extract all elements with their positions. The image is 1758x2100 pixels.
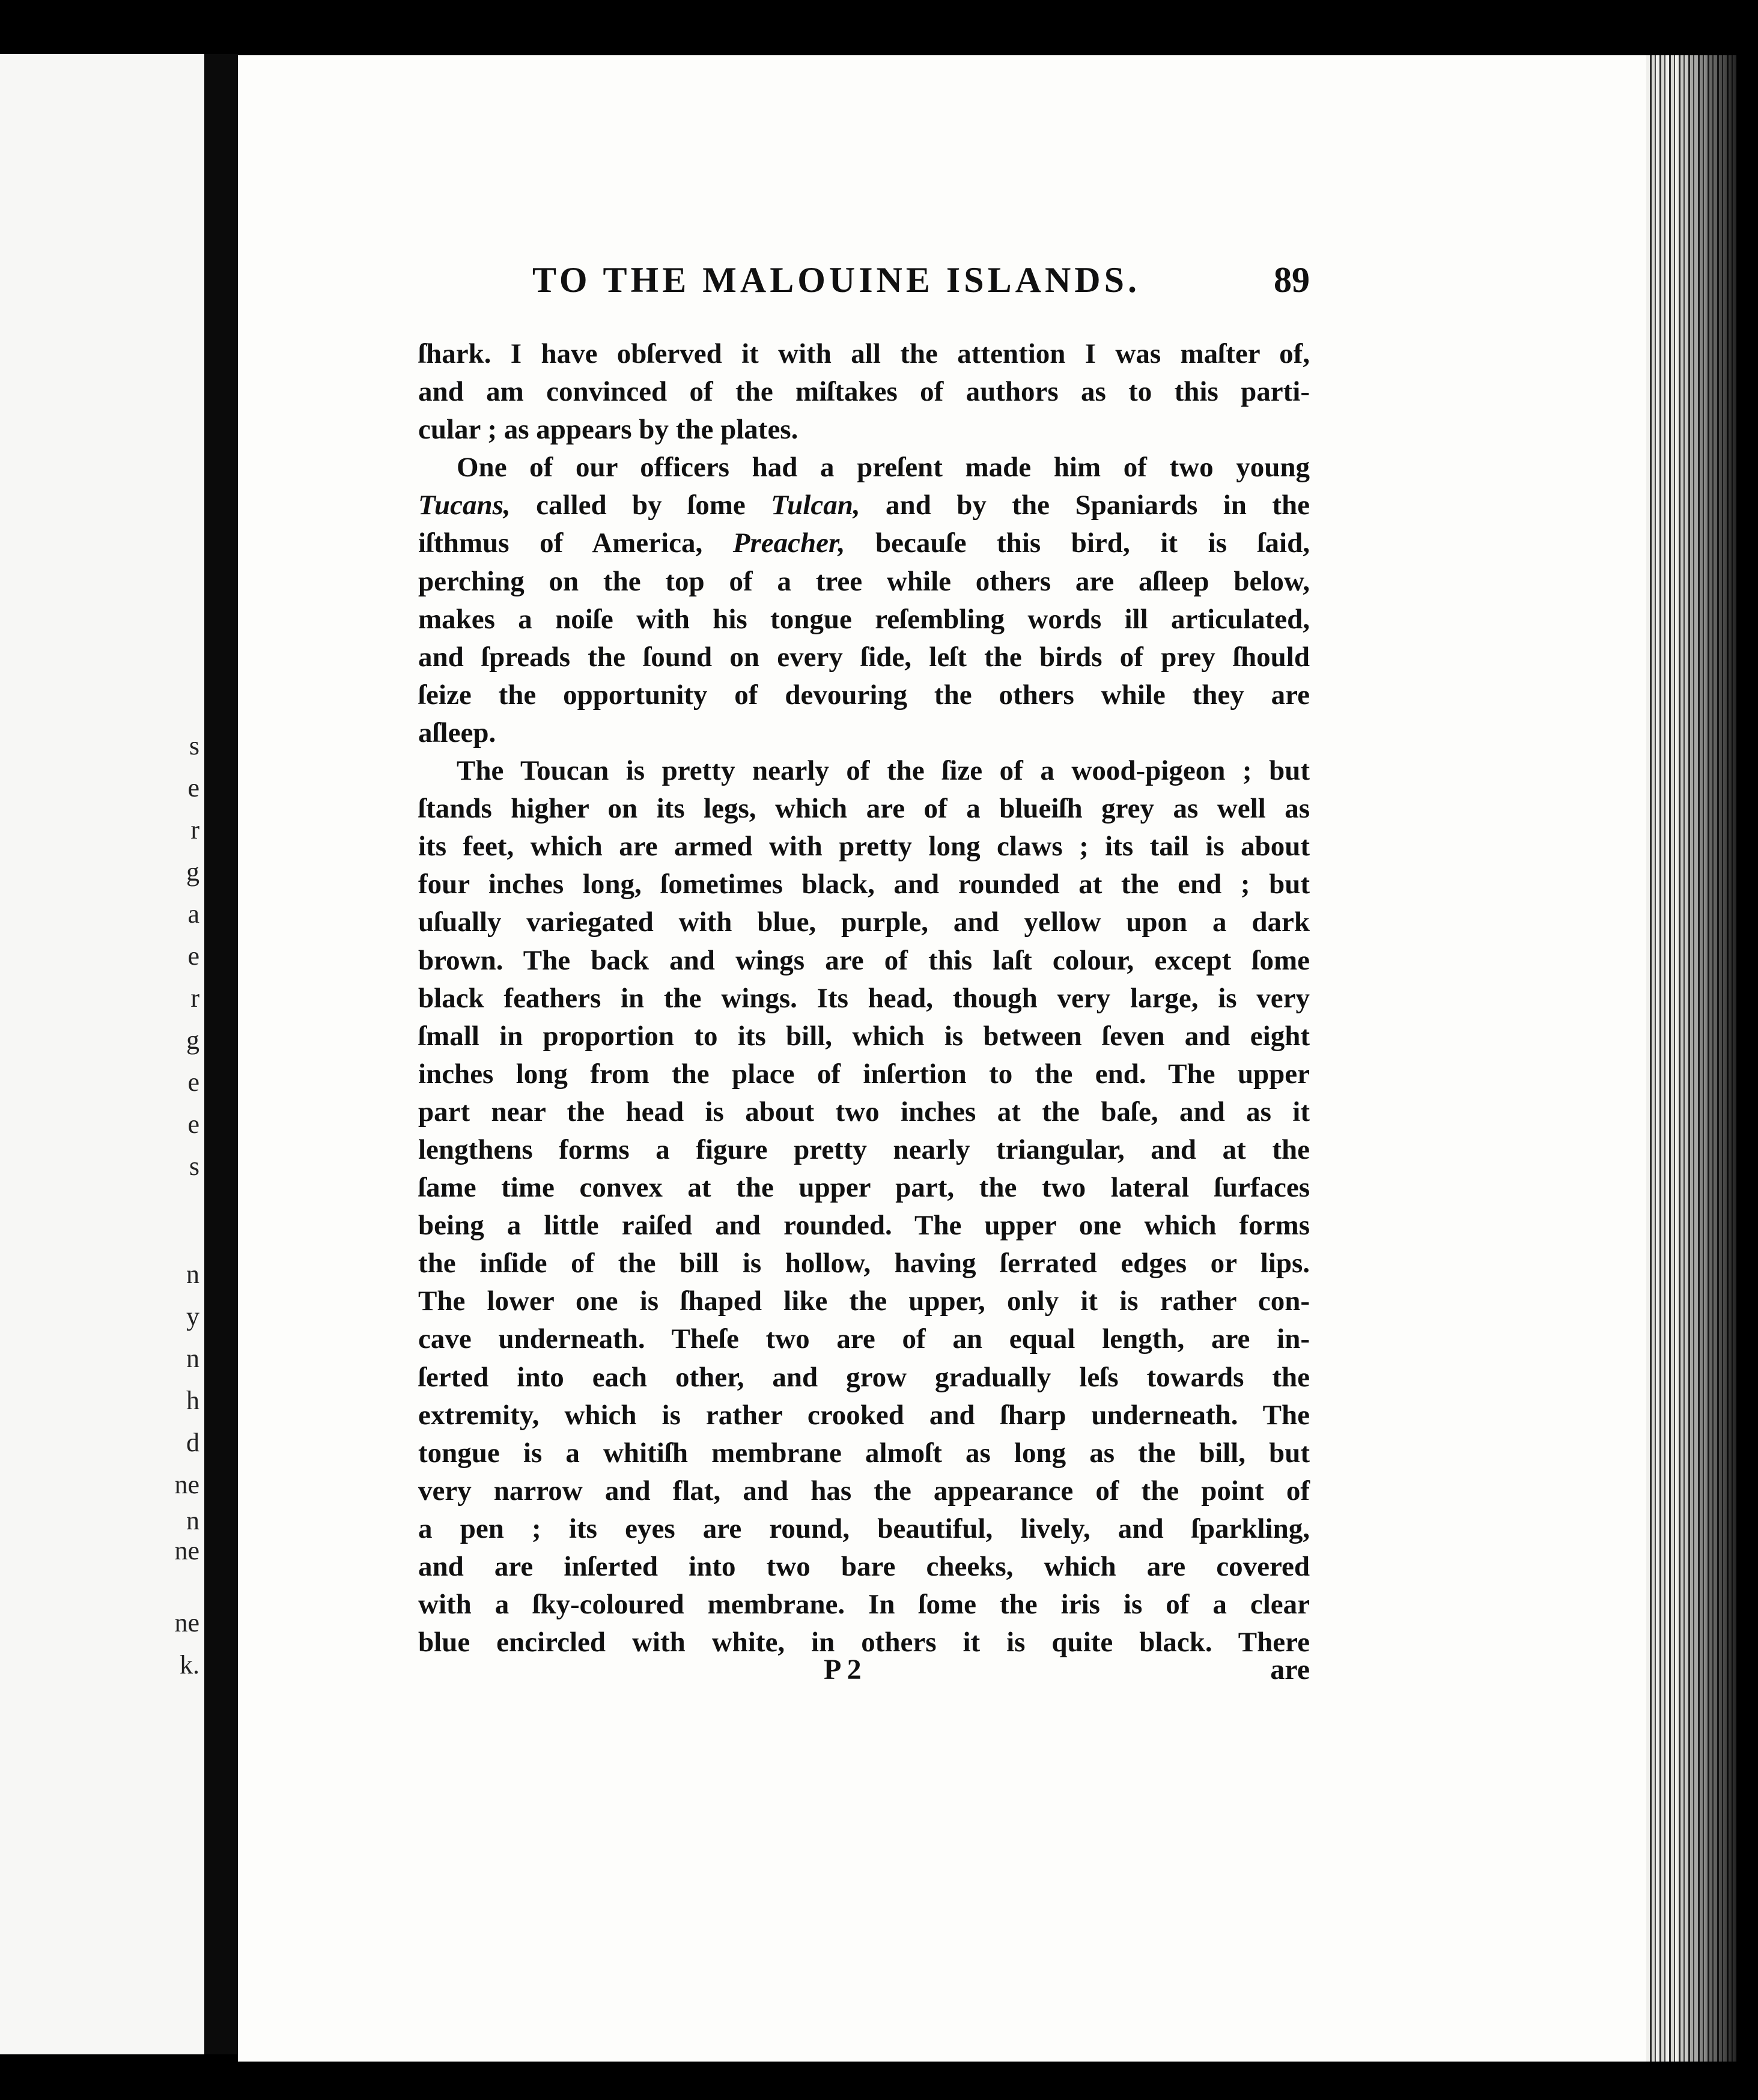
text-line: brown. The back and wings are of this laſt colour, except ſome [418,944,1310,976]
text-line [418,487,1310,524]
text-line: being a little raiſed and rounded. The upper one which forms [418,1210,1310,1242]
text-line: its feet, which are armed with pretty long claws ; its tail is about [418,831,1310,863]
text-line: extremity, which is rather crooked and ſharp underneath. The [418,1399,1310,1431]
facing-page-letter: s [189,731,199,760]
facing-page-letter: r [190,983,199,1013]
italic-word: Tulcan, [771,490,860,521]
facing-page-letter: r [190,815,199,845]
text-run: iſthmus of America, [418,527,733,559]
facing-page-letter: g [186,1025,199,1055]
facing-page-letter: n [186,1344,199,1373]
text-run: called by ſome [510,490,771,521]
text-line: four inches long, ſometimes black, and rounded at the end ; but [418,869,1310,900]
facing-page-fragment [0,54,204,2054]
text-line: tongue is a whitiſh membrane almoſt as long as the bill, but [418,1437,1310,1469]
text-line: inches long from the place of inſertion to the end. The upper [418,1058,1310,1090]
facing-page-letter: e [187,1109,199,1139]
facing-page-letter: ne [174,1608,199,1637]
text-line: ſerted into each other, and grow gradually leſs towards the [418,1361,1310,1393]
facing-page-letter: y [186,1302,199,1331]
text-line: perching on the top of a tree while others are aſleep below, [418,565,1310,597]
facing-page-letter: s [189,1152,199,1181]
facing-page-letter: ne [174,1470,199,1499]
facing-page-letter: d [186,1428,199,1457]
facing-page-letter: e [187,1067,199,1097]
catchword: are [1270,1654,1310,1686]
text-line: ſhark. I have obſerved it with all the attention I was maſter of, [418,338,1310,369]
facing-page-letter: k. [180,1650,199,1680]
facing-page-letter: n [186,1260,199,1289]
text-line: and are inſerted into two bare cheeks, which are covered [418,1551,1310,1582]
text-line: makes a noiſe with his tongue reſembling words ill articulated, [418,603,1310,635]
page-edge-shadow [1676,55,1736,2062]
italic-word: Tucans, [418,490,511,521]
facing-page-letter: g [186,857,199,887]
facing-page-letter: n [186,1506,199,1535]
text-line [418,524,1310,562]
text-line: a pen ; its eyes are round, beautiful, lively, and ſparkling, [418,1513,1310,1544]
text-line: the inſide of the bill is hollow, having ſerrated edges or lips. [418,1248,1310,1279]
text-line: ſtands higher on its legs, which are of a blueiſh grey as well as [418,793,1310,825]
page-number: 89 [1274,260,1310,300]
text-line: cular ; as appears by the plates. [418,414,798,446]
body-text [418,335,1310,1661]
facing-page-letter: h [186,1386,199,1415]
text-line: ſame time convex at the upper part, the two lateral ſurfaces [418,1172,1310,1204]
text-line: The Toucan is pretty nearly of the ſize of a wood-pigeon ; but [457,755,1310,787]
text-line: uſually variegated with blue, purple, and yellow upon a dark [418,906,1310,938]
text-line: The lower one is ſhaped like the upper, only it is rather con- [418,1285,1310,1317]
text-run: becauſe this bird, it is ſaid, [845,527,1310,559]
text-line: One of our officers had a preſent made him of two young [457,452,1310,484]
text-line: aſleep. [418,717,496,748]
running-header [418,259,1310,317]
text-run: and by the Spaniards in the [860,490,1310,521]
text-line: and am convinced of the miſtakes of authors as to this parti- [418,376,1310,408]
text-line: very narrow and flat, and has the appearance of the point of [418,1475,1310,1507]
text-line: ſmall in proportion to its bill, which is between ſeven and eight [418,1020,1310,1052]
italic-word: Preacher, [732,527,845,559]
text-line: with a ſky-coloured membrane. In ſome the iris is of a clear [418,1589,1310,1621]
text-line: part near the head is about two inches at the baſe, and as it [418,1096,1310,1127]
facing-page-letter: a [187,899,199,929]
text-line: cave underneath. Theſe two are of an equal length, are in- [418,1323,1310,1355]
signature-mark: P 2 [824,1654,862,1686]
text-line: black feathers in the wings. Its head, though very large, is very [418,982,1310,1014]
text-line: ſeize the opportunity of devouring the others while they are [418,679,1310,711]
text-line: lengthens forms a figure pretty nearly triangular, and at the [418,1133,1310,1165]
running-title: TO THE MALOUINE ISLANDS. [532,260,1141,300]
facing-page-letter: e [187,773,199,803]
text-line: and ſpreads the ſound on every ſide, leſt the birds of prey ſhould [418,641,1310,673]
text-line: blue encircled with white, in others it is quite black. There [418,1627,1310,1658]
facing-page-letter: ne [174,1536,199,1565]
facing-page-letter: e [187,941,199,971]
page-footer [418,1653,1310,1695]
book-gutter [204,54,238,2054]
